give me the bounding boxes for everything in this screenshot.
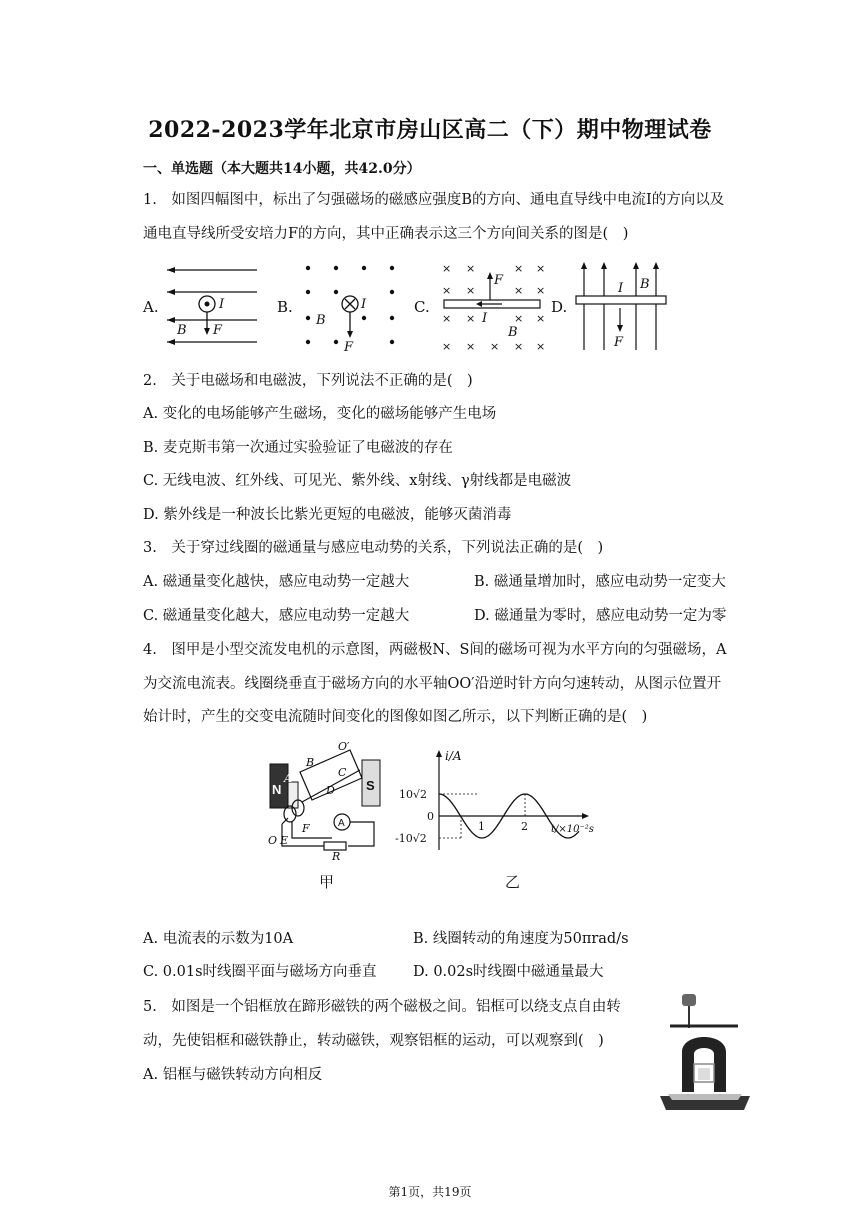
q4-gen-s: S [366, 778, 375, 793]
q4-line3: 始计时，产生的交变电流随时间变化的图像如图乙所示，以下判断正确的是( ) [143, 709, 648, 725]
q1d-i-label: I [618, 281, 624, 296]
q1-label-d: D. [551, 298, 568, 316]
q1b-b-label: B [316, 313, 326, 328]
q4-current-graph [395, 746, 605, 856]
q1-figure-c [436, 258, 546, 353]
q4-gen-n: N [272, 782, 282, 797]
q1b-f-label: F [344, 340, 354, 353]
q1-label-c: C. [414, 298, 430, 316]
q2-option-b: B. 麦克斯韦第一次通过实验验证了电磁波的存在 [143, 440, 453, 456]
q4-gen-f: F [302, 822, 310, 835]
q4-graph-ypos: 10√2 [399, 788, 428, 801]
page-title: 2022-2023学年北京市房山区高二（下）期中物理试卷 [148, 117, 712, 143]
q5-magnet-photo [658, 992, 752, 1114]
q4-graph-xlabel: t/×10⁻²s [551, 824, 594, 835]
q5-line1: 5. 如图是一个铝框放在蹄形磁铁的两个磁极之间。铝框可以绕支点自由转 [143, 999, 621, 1015]
q1-figure-a [165, 262, 260, 347]
svg-text:×: × [442, 340, 452, 353]
q4-option-d: D. 0.02s时线圈中磁通量最大 [413, 964, 604, 980]
q3-option-c: C. 磁通量变化越大，感应电动势一定越大 [143, 608, 410, 624]
q1d-b-label: B [640, 277, 650, 292]
q4-graph-zero: 0 [427, 810, 434, 823]
q4-graph-ylabel: i/A [445, 749, 462, 763]
q4-graph-x1: 1 [478, 820, 485, 833]
svg-text:×: × [536, 284, 546, 297]
q4-graph-yneg: -10√2 [395, 832, 427, 845]
q1c-i-label: I [482, 311, 488, 326]
page-footer: 第1页，共19页 [388, 1185, 472, 1199]
svg-text:×: × [466, 262, 476, 275]
svg-text:×: × [536, 312, 546, 325]
svg-text:×: × [490, 340, 500, 353]
q4-gen-a-letter: A [284, 772, 292, 785]
svg-text:×: × [536, 340, 546, 353]
q4-generator-figure [262, 742, 392, 860]
q4-gen-r: R [332, 850, 341, 860]
q1b-i-label: I [361, 297, 367, 312]
q4-gen-b: B [306, 756, 315, 769]
q4-graph-x2: 2 [521, 820, 528, 833]
q4-line2: 为交流电流表。线圈绕垂直于磁场方向的水平轴OO′沿逆时针方向匀速转动，从图示位置开 [143, 676, 722, 692]
q1-line2: 通电直导线所受安培力F的方向，其中正确表示这三个方向间关系的图是( ) [143, 226, 629, 242]
q1a-i-label: I [219, 297, 225, 312]
q3-option-b: B. 磁通量增加时，感应电动势一定变大 [474, 574, 726, 590]
q2-option-c: C. 无线电波、红外线、可见光、紫外线、x射线、γ射线都是电磁波 [143, 473, 572, 489]
svg-text:×: × [442, 262, 452, 275]
q3-option-a: A. 磁通量变化越快，感应电动势一定越大 [143, 574, 410, 590]
q1-figure-d [572, 258, 672, 354]
q4-gen-ammeter: A [338, 818, 345, 829]
q1d-f-label: F [614, 335, 624, 350]
q1c-f-label: F [494, 273, 504, 288]
q5-line2: 动，先使铝框和磁铁静止，转动磁铁，观察铝框的运动，可以观察到( ) [143, 1033, 604, 1049]
q4-option-b: B. 线圈转动的角速度为50πrad/s [413, 931, 629, 947]
q4-fig-jia: 甲 [319, 873, 335, 891]
svg-text:×: × [442, 312, 452, 325]
q2-option-a: A. 变化的电场能够产生磁场，变化的磁场能够产生电场 [143, 406, 497, 422]
q4-option-c: C. 0.01s时线圈平面与磁场方向垂直 [143, 964, 377, 980]
q3-option-d: D. 磁通量为零时，感应电动势一定为零 [474, 608, 727, 624]
q4-option-a: A. 电流表的示数为10A [143, 931, 294, 947]
q1-label-a: A. [143, 298, 159, 316]
svg-text:×: × [466, 312, 476, 325]
q5-option-a: A. 铝框与磁铁转动方向相反 [143, 1067, 323, 1083]
section-heading: 一、单选题（本大题共14小题，共42.0分） [143, 161, 421, 177]
q1a-b-label: B [177, 323, 187, 338]
q1-line1: 1. 如图四幅图中，标出了匀强磁场的磁感应强度B的方向、通电直导线中电流I的方向以及 [143, 192, 725, 208]
q4-gen-e: E [280, 834, 289, 847]
q4-line1: 4. 图甲是小型交流发电机的示意图，两磁极N、S间的磁场可视为水平方向的匀强磁场，A [143, 642, 727, 658]
q4-gen-d: D [326, 784, 335, 797]
q2-option-d: D. 紫外线是一种波长比紫光更短的电磁波，能够灭菌消毒 [143, 507, 512, 523]
q4-gen-o: O [268, 834, 278, 847]
q1a-f-label: F [213, 323, 223, 338]
svg-text:×: × [442, 284, 452, 297]
q4-fig-yi: 乙 [505, 873, 521, 891]
svg-text:×: × [466, 284, 476, 297]
q1-label-b: B. [277, 298, 293, 316]
q4-gen-o1: O′ [338, 742, 350, 753]
q1c-b-label: B [508, 325, 518, 340]
q2-stem: 2. 关于电磁场和电磁波，下列说法不正确的是( ) [143, 373, 473, 389]
svg-text:×: × [514, 340, 524, 353]
q1-figure-b [298, 258, 408, 353]
svg-text:×: × [514, 262, 524, 275]
svg-text:×: × [466, 340, 476, 353]
svg-text:×: × [514, 284, 524, 297]
svg-text:×: × [514, 312, 524, 325]
q3-stem: 3. 关于穿过线圈的磁通量与感应电动势的关系，下列说法正确的是( ) [143, 540, 604, 556]
q4-gen-c: C [338, 766, 347, 779]
svg-text:×: × [536, 262, 546, 275]
